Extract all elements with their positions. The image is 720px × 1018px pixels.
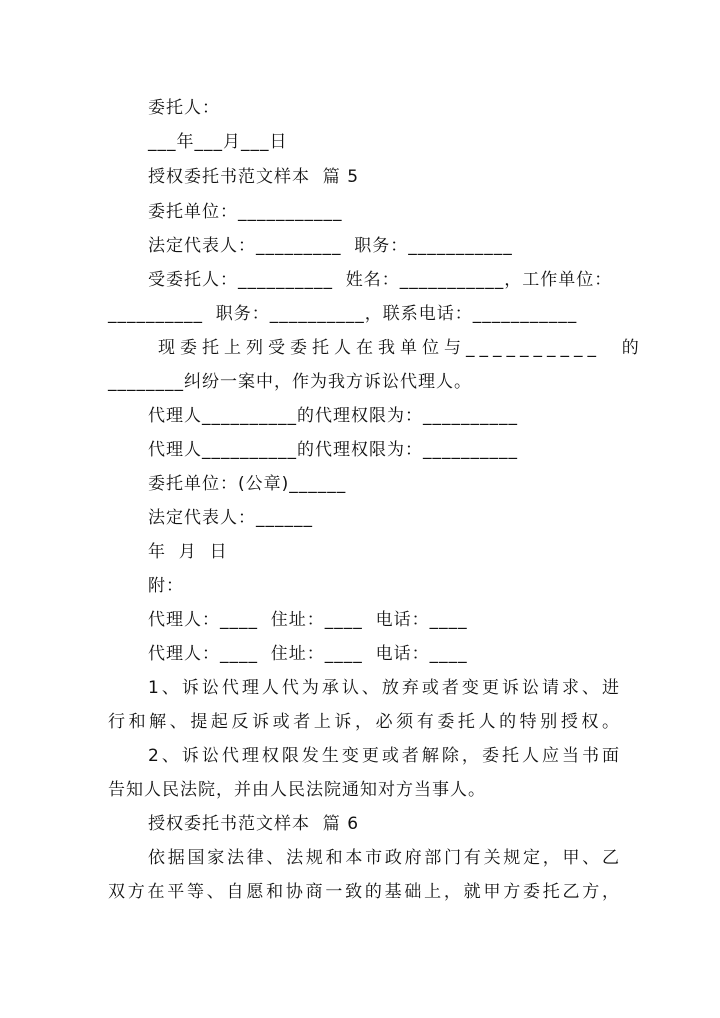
text-line-unit-seal: 委托单位：(公章)______ <box>148 474 347 494</box>
paragraph-intro-line-1: 依据国家法律、法规和本市政府部门有关规定，甲、乙 <box>148 848 620 868</box>
text-line-attachment: 附： <box>148 576 184 596</box>
text-line-agent-contact-1: 代理人：____ 住址：____ 电话：____ <box>148 610 468 630</box>
text-line-agent-contact-2: 代理人：____ 住址：____ 电话：____ <box>148 644 468 664</box>
text-line-consignor: 委托人： <box>148 98 220 118</box>
text-line-entrust-statement: 现委托上列受委托人在我单位与__________ 的 <box>158 338 644 358</box>
paragraph-intro-line-2: 双方在平等、自愿和协商一致的基础上，就甲方委托乙方， <box>108 882 620 902</box>
text-line-legal-rep-position: 法定代表人：_________ 职务：___________ <box>148 236 513 256</box>
text-line-legal-rep: 法定代表人：______ <box>148 508 313 528</box>
text-line-agent-authority-2: 代理人__________的代理权限为：__________ <box>148 440 518 460</box>
paragraph-note-2-line-1: 2、诉讼代理权限发生变更或者解除，委托人应当书面 <box>148 746 620 766</box>
paragraph-note-1-line-2: 行和解、提起反诉或者上诉，必须有委托人的特别授权。 <box>108 712 620 732</box>
text-line-date: 年 月 日 <box>148 542 228 562</box>
paragraph-note-2-line-2: 告知人民法院，并由人民法院通知对方当事人。 <box>108 780 486 800</box>
text-line-dispute-case: ________纠纷一案中，作为我方诉讼代理人。 <box>108 372 472 392</box>
section-heading-5: 授权委托书范文样本 篇 5 <box>148 167 360 187</box>
text-line-agent-authority-1: 代理人__________的代理权限为：__________ <box>148 406 518 426</box>
text-line-date-blanks: ___年___月___日 <box>148 132 288 152</box>
text-line-entrustee-name-workplace: 受委托人：__________ 姓名：___________，工作单位： <box>148 270 613 290</box>
text-line-entrusting-unit: 委托单位：___________ <box>148 202 343 222</box>
paragraph-note-1-line-1: 1、诉讼代理人代为承认、放弃或者变更诉讼请求、进 <box>148 678 620 698</box>
section-heading-6: 授权委托书范文样本 篇 6 <box>148 814 360 834</box>
text-line-position-phone: __________ 职务：__________，联系电话：___________ <box>108 304 578 324</box>
